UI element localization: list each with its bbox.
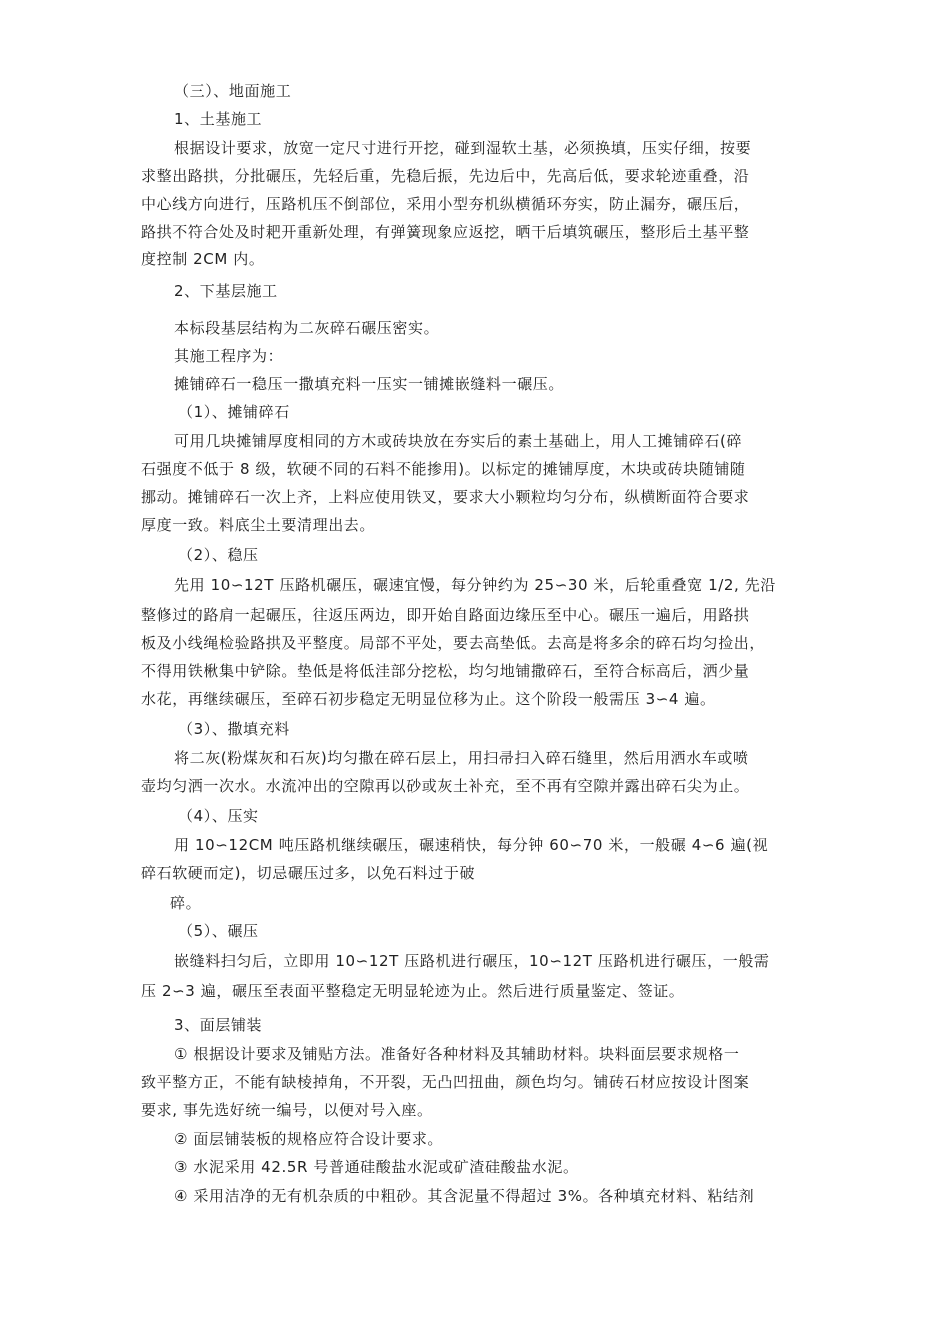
- subsection-heading: 1、土基施工: [174, 110, 263, 128]
- paragraph-line: 先用 10∽12T 压路机碾压，碾速宜慢，每分钟约为 25∽30 米，后轮重叠宽 1/2, 先沿: [174, 576, 776, 594]
- paragraph-line: 可用几块摊铺厚度相同的方木或砖块放在夯实后的素土基础上，用人工摊铺碎石(碎: [174, 432, 743, 450]
- subsection-heading: 3、面层铺装: [174, 1016, 263, 1034]
- paragraph-line: 碎石软硬而定)，切忌碾压过多，以免石料过于破: [141, 864, 476, 882]
- paragraph-line: 路拱不符合处及时耙开重新处理，有弹簧现象应返挖，晒干后填筑碾压，整形后土基平整: [141, 223, 750, 241]
- step-heading: （5）、碾压: [178, 922, 259, 940]
- step-heading: （4）、压实: [178, 807, 259, 825]
- paragraph-line: 碎。: [170, 894, 202, 912]
- paragraph-line: 将二灰(粉煤灰和石灰)均匀撒在碎石层上，用扫帚扫入碎石缝里，然后用洒水车或喷: [174, 749, 749, 767]
- paragraph-line: 嵌缝料扫匀后，立即用 10∽12T 压路机进行碾压，10∽12T 压路机进行碾压，一般需: [174, 952, 770, 970]
- paragraph-line: 致平整方正，不能有缺棱掉角，不开裂，无凸凹扭曲，颜色均匀。铺砖石材应按设计图案: [141, 1073, 750, 1091]
- subsection-heading: 2、下基层施工: [174, 282, 278, 300]
- paragraph-line: 挪动。摊铺碎石一次上齐，上料应使用铁叉，要求大小颗粒均匀分布，纵横断面符合要求: [141, 488, 750, 506]
- paragraph-line: 摊铺碎石一稳压一撒填充料一压实一铺摊嵌缝料一碾压。: [174, 375, 565, 393]
- paragraph-line: ① 根据设计要求及铺贴方法。准备好各种材料及其辅助材料。块料面层要求规格一: [174, 1045, 740, 1063]
- paragraph-line: 根据设计要求，放宽一定尺寸进行开挖，碰到湿软土基，必须换填，压实仔细，按要: [174, 139, 752, 157]
- paragraph-line: 壶均匀洒一次水。水流冲出的空隙再以砂或灰土补充，至不再有空隙并露出碎石尖为止。: [141, 777, 750, 795]
- paragraph-line: 压 2∽3 遍，碾压至表面平整稳定无明显轮迹为止。然后进行质量鉴定、签证。: [141, 982, 685, 1000]
- step-heading: （3）、撒填充料: [178, 720, 290, 738]
- paragraph-line: ④ 采用洁净的无有机杂质的中粗砂。其含泥量不得超过 3%。各种填充材料、粘结剂: [174, 1187, 755, 1205]
- paragraph-line: 厚度一致。料底尘土要清理出去。: [141, 516, 376, 534]
- paragraph-line: 水花，再继续碾压，至碎石初步稳定无明显位移为止。这个阶段一般需压 3∽4 遍。: [141, 690, 716, 708]
- paragraph-line: 其施工程序为：: [174, 347, 284, 365]
- paragraph-line: 板及小线绳检验路拱及平整度。局部不平处，要去高垫低。去高是将多余的碎石均匀捡出，: [141, 634, 766, 652]
- paragraph-line: 石强度不低于 8 级，软硬不同的石料不能掺用)。以标定的摊铺厚度，木块或砖块随铺随: [141, 460, 746, 478]
- paragraph-line: 度控制 2CM 内。: [141, 250, 265, 268]
- paragraph-line: 本标段基层结构为二灰碎石碾压密实。: [174, 319, 440, 337]
- paragraph-line: ② 面层铺装板的规格应符合设计要求。: [174, 1130, 444, 1148]
- paragraph-line: 用 10∽12CM 吨压路机继续碾压，碾速稍快，每分钟 60∽70 米，一般碾 4∽6 遍(视: [174, 836, 769, 854]
- paragraph-line: 整修过的路肩一起碾压，往返压两边，即开始自路面边缘压至中心。碾压一遍后，用路拱: [141, 606, 750, 624]
- section-heading: （三）、地面施工: [174, 82, 292, 100]
- paragraph-line: 要求, 事先选好统一编号，以便对号入座。: [141, 1101, 433, 1119]
- paragraph-line: 不得用铁楸集中铲除。垫低是将低洼部分挖松，均匀地铺撒碎石，至符合标高后，洒少量: [141, 662, 750, 680]
- paragraph-line: 求整出路拱，分批碾压，先轻后重，先稳后振，先边后中，先高后低，要求轮迹重叠，沿: [141, 167, 750, 185]
- step-heading: （2）、稳压: [178, 546, 259, 564]
- paragraph-line: 中心线方向进行，压路机压不倒部位，采用小型夯机纵横循环夯实，防止漏夯，碾压后，: [141, 195, 750, 213]
- step-heading: （1）、摊铺碎石: [178, 403, 290, 421]
- paragraph-line: ③ 水泥采用 42.5R 号普通硅酸盐水泥或矿渣硅酸盐水泥。: [174, 1158, 579, 1176]
